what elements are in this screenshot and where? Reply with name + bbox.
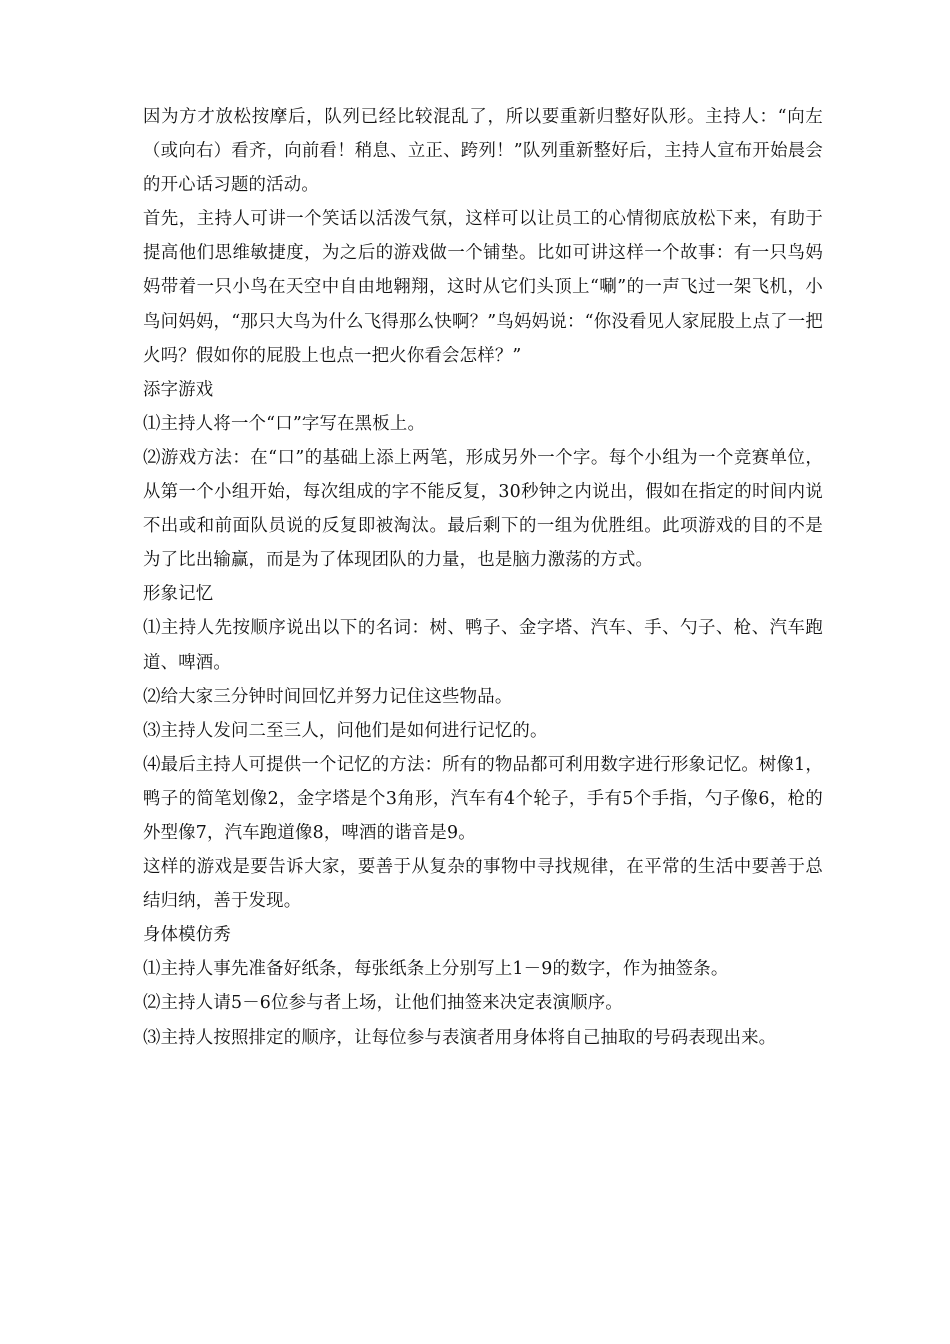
heading-image-memory: 形象记忆 bbox=[143, 584, 214, 605]
paragraph-memory-summary: 这样的游戏是要告诉大家，要善于从复杂的事物中寻找规律，在平常的生活中要善于总结归纳，善于发现。 bbox=[143, 857, 823, 912]
paragraph-imitation-step-2: ⑵主持人请5－6位参与者上场，让他们抽签来决定表演顺序。 bbox=[143, 993, 623, 1014]
paragraph-memory-step-4: ⑷最后主持人可提供一个记忆的方法：所有的物品都可利用数字进行形象记忆。树像1，鸭子的简笔划像2，金字塔是个3角形，汽车有4个轮子，手有5个手指，勺子像6，枪的外型像7，汽车跑道像8，啤酒的谐音是9。 bbox=[143, 754, 823, 843]
paragraph-regroup-intro: 因为方才放松按摩后，队列已经比较混乱了，所以要重新归整好队形。主持人：“向左（或向右）看齐，向前看！稍息、立正、跨列！”队列重新整好后，主持人宣布开始晨会的开心话习题的活动。 bbox=[143, 107, 823, 196]
paragraph-joke-story: 首先，主持人可讲一个笑话以活泼气氛，这样可以让员工的心情彻底放松下来，有助于提高他们思维敏捷度，为之后的游戏做一个铺垫。比如可讲这样一个故事：有一只鸟妈妈带着一只小鸟在天空中自由地翱翔，这时从它们头顶上“唰”的一声飞过一架飞机，小鸟问妈妈，“那只大鸟为什么飞得那么快啊？”鸟妈妈说：“你没看见人家屁股上点了一把火吗？假如你的屁股上也点一把火你看会怎样？” bbox=[143, 209, 823, 366]
paragraph-imitation-step-3: ⑶主持人按照排定的顺序，让每位参与表演者用身体将自己抽取的号码表现出来。 bbox=[143, 1027, 777, 1048]
heading-body-imitation-show: 身体模仿秀 bbox=[143, 925, 231, 946]
paragraph-imitation-step-1: ⑴主持人事先准备好纸条，每张纸条上分别写上1－9的数字，作为抽签条。 bbox=[143, 959, 729, 980]
heading-add-stroke-game: 添字游戏 bbox=[143, 379, 214, 400]
document-body bbox=[143, 100, 823, 1055]
paragraph-memory-step-2: ⑵给大家三分钟时间回忆并努力记住这些物品。 bbox=[143, 686, 513, 707]
paragraph-memory-step-3: ⑶主持人发问二至三人，问他们是如何进行记忆的。 bbox=[143, 720, 548, 741]
paragraph-add-stroke-step-1: ⑴主持人将一个“口”字写在黑板上。 bbox=[143, 413, 426, 434]
paragraph-memory-step-1: ⑴主持人先按顺序说出以下的名词：树、鸭子、金字塔、汽车、手、勺子、枪、汽车跑道、啤酒。 bbox=[143, 618, 823, 673]
paragraph-add-stroke-step-2: ⑵游戏方法：在“口”的基础上添上两笔，形成另外一个字。每个小组为一个竞赛单位，从第一个小组开始，每次组成的字不能反复，30秒钟之内说出，假如在指定的时间内说不出或和前面队员说的反复即被淘汰。最后剩下的一组为优胜组。此项游戏的目的不是为了比出输赢，而是为了体现团队的力量，也是脑力激荡的方式。 bbox=[143, 447, 823, 571]
